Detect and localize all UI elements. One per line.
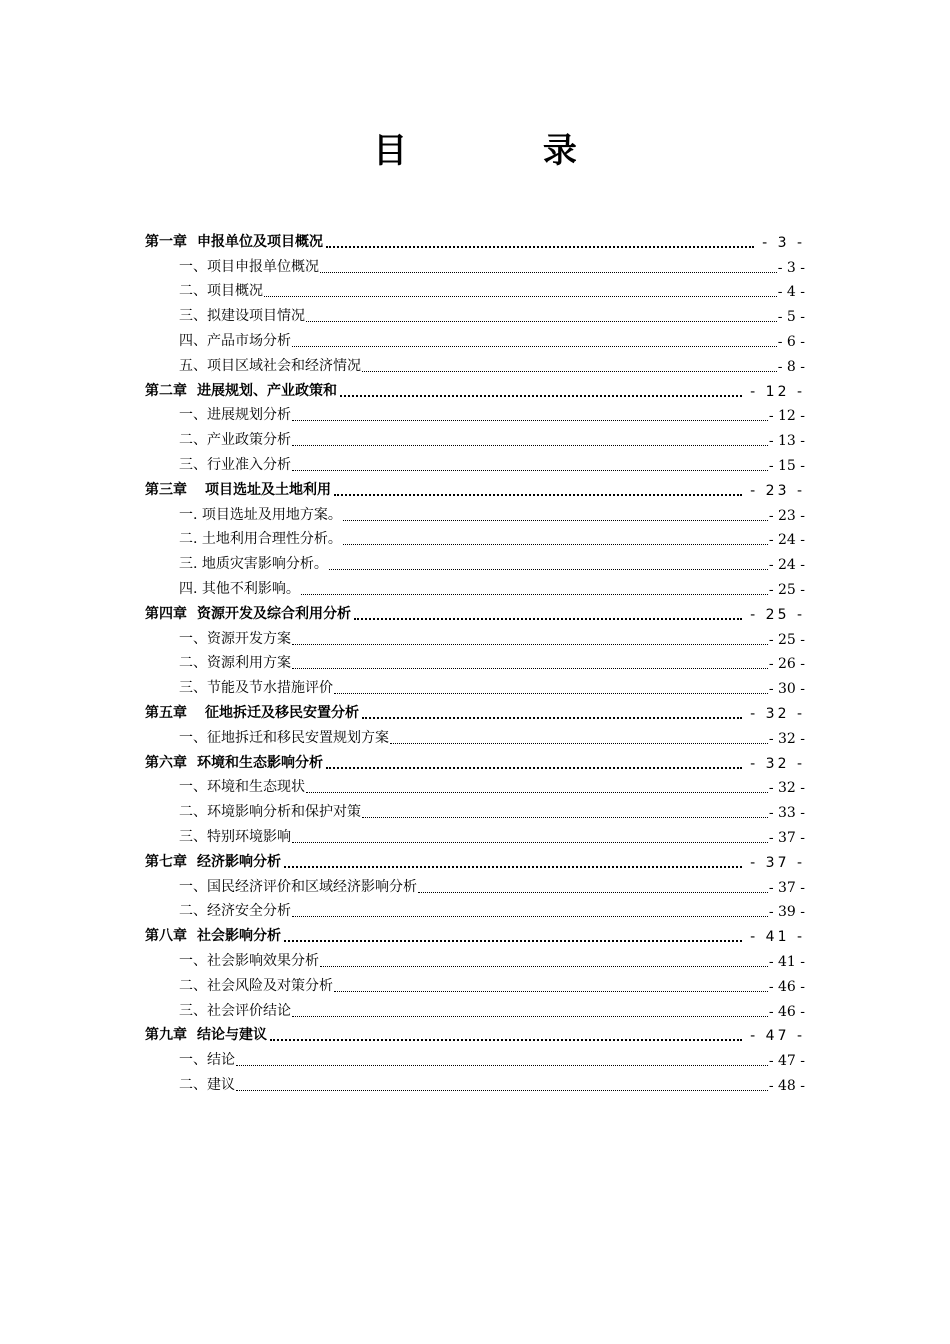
section-title: 一. 项目选址及用地方案。	[179, 506, 342, 523]
toc-entry-label	[179, 950, 319, 970]
page-number: - 25 -	[768, 581, 805, 598]
toc-entry-label	[179, 454, 291, 474]
dot-leader	[340, 395, 742, 397]
dot-leader	[326, 246, 754, 248]
chapter-title: 资源开发及综合利用分析	[197, 605, 351, 622]
dot-leader	[343, 544, 768, 545]
chapter-title: 社会影响分析	[197, 928, 281, 945]
toc-entry-label	[145, 479, 331, 499]
toc-chapter-entry[interactable]	[145, 747, 805, 772]
toc-section-entry[interactable]	[145, 499, 805, 524]
toc-entry-label	[179, 677, 333, 697]
dot-leader	[362, 371, 777, 372]
toc-entry-label	[145, 380, 337, 400]
toc-entry-label	[145, 752, 323, 772]
toc-chapter-entry[interactable]	[145, 1020, 805, 1045]
section-title: 二、项目概况	[179, 283, 263, 300]
dot-leader	[306, 321, 777, 322]
chapter-title: 结论与建议	[197, 1027, 267, 1044]
toc-entry-label	[179, 1000, 291, 1020]
toc-entry-label	[145, 925, 281, 945]
section-title: 三、社会评价结论	[179, 1002, 291, 1019]
toc-entry-label	[179, 1049, 235, 1069]
section-title: 五、项目区域社会和经济情况	[179, 357, 361, 374]
chapter-title: 项目选址及土地利用	[205, 481, 331, 498]
dot-leader	[292, 916, 768, 917]
page-number: - 37 -	[768, 879, 805, 896]
toc-section-entry[interactable]	[145, 251, 805, 276]
chapter-number: 第四章	[145, 605, 187, 622]
section-title: 二、经济安全分析	[179, 903, 291, 920]
chapter-title: 环境和生态影响分析	[197, 754, 323, 771]
chapter-number: 第二章	[145, 382, 187, 399]
chapter-title: 申报单位及项目概况	[197, 233, 323, 250]
section-title: 三. 地质灾害影响分析。	[179, 556, 328, 573]
page-title: 目 录	[373, 131, 639, 171]
page-number: - 32 -	[750, 755, 805, 772]
toc-section-entry[interactable]	[145, 995, 805, 1020]
toc-entry-label	[179, 504, 342, 524]
dot-leader	[236, 1090, 768, 1091]
dot-leader	[390, 743, 768, 744]
toc-entry-label	[145, 851, 281, 871]
dot-leader	[292, 445, 768, 446]
section-title: 二. 土地利用合理性分析。	[179, 531, 342, 548]
dot-leader	[264, 296, 777, 297]
section-title: 三、行业准入分析	[179, 456, 291, 473]
section-title: 一、环境和生态现状	[179, 779, 305, 796]
dot-leader	[292, 420, 768, 421]
toc-entry-label	[179, 280, 263, 300]
toc-entry-label	[179, 801, 361, 821]
toc-section-entry[interactable]	[145, 524, 805, 549]
toc-section-entry[interactable]	[145, 871, 805, 896]
toc-entry-label	[179, 256, 319, 276]
page-number: - 32 -	[750, 705, 805, 722]
dot-leader	[343, 520, 768, 521]
toc-section-entry[interactable]	[145, 623, 805, 648]
chapter-title: 经济影响分析	[197, 853, 281, 870]
section-title: 二、社会风险及对策分析	[179, 977, 333, 994]
toc-section-entry[interactable]	[145, 325, 805, 350]
toc-section-entry[interactable]	[145, 672, 805, 697]
page-number: - 5 -	[777, 309, 805, 326]
page-number: - 41 -	[750, 929, 805, 946]
dot-leader	[292, 668, 768, 669]
toc-entry-label	[179, 876, 417, 896]
toc-entry-label	[179, 578, 300, 598]
toc-section-entry[interactable]	[145, 722, 805, 747]
page-number: - 30 -	[768, 681, 805, 698]
page-number: - 47 -	[750, 1028, 805, 1045]
page-number: - 41 -	[768, 953, 805, 970]
toc-entry-label	[179, 330, 291, 350]
page-number: - 23 -	[768, 507, 805, 524]
toc-entry-label	[179, 975, 333, 995]
toc-section-entry[interactable]	[145, 548, 805, 573]
section-title: 三、节能及节水措施评价	[179, 680, 333, 697]
toc-section-entry[interactable]	[145, 970, 805, 995]
toc-chapter-entry[interactable]	[145, 846, 805, 871]
section-title: 三、拟建设项目情况	[179, 308, 305, 325]
table-of-contents	[145, 226, 805, 1094]
dot-leader	[292, 842, 768, 843]
toc-entry-label	[179, 355, 361, 375]
dot-leader	[292, 470, 768, 471]
toc-section-entry[interactable]	[145, 648, 805, 673]
toc-entry-label	[179, 528, 342, 548]
chapter-number: 第六章	[145, 754, 187, 771]
toc-entry-label	[145, 1024, 267, 1044]
dot-leader	[301, 594, 768, 595]
dot-leader	[326, 767, 742, 769]
toc-section-entry[interactable]	[145, 1044, 805, 1069]
toc-chapter-entry[interactable]	[145, 697, 805, 722]
toc-section-entry[interactable]	[145, 772, 805, 797]
dot-leader	[292, 1016, 768, 1017]
toc-chapter-entry[interactable]	[145, 920, 805, 945]
chapter-number: 第一章	[145, 233, 187, 250]
chapter-title: 进展规划、产业政策和	[197, 382, 337, 399]
chapter-number: 第三章	[145, 481, 187, 498]
page-number: - 4 -	[777, 284, 805, 301]
toc-section-entry[interactable]	[145, 573, 805, 598]
section-title: 一、征地拆迁和移民安置规划方案	[179, 729, 389, 746]
section-title: 一、结论	[179, 1052, 235, 1069]
page-number: - 37 -	[768, 829, 805, 846]
dot-leader	[362, 817, 768, 818]
dot-leader	[284, 866, 742, 868]
toc-chapter-entry[interactable]	[145, 474, 805, 499]
toc-chapter-entry[interactable]	[145, 226, 805, 251]
section-title: 二、产业政策分析	[179, 432, 291, 449]
page-number: - 32 -	[768, 780, 805, 797]
dot-leader	[292, 644, 768, 645]
dot-leader	[334, 693, 768, 694]
page-number: - 3 -	[777, 259, 805, 276]
dot-leader	[334, 991, 768, 992]
toc-entry-label	[179, 404, 291, 424]
toc-section-entry[interactable]	[145, 424, 805, 449]
section-title: 一、进展规划分析	[179, 407, 291, 424]
chapter-title: 征地拆迁及移民安置分析	[205, 704, 359, 721]
page-number: - 47 -	[768, 1053, 805, 1070]
chapter-number: 第九章	[145, 1027, 187, 1044]
page-number: - 25 -	[750, 606, 805, 623]
dot-leader	[236, 1065, 768, 1066]
toc-section-entry[interactable]	[145, 796, 805, 821]
section-title: 一、社会影响效果分析	[179, 952, 319, 969]
dot-leader	[320, 272, 777, 273]
page-number: - 48 -	[768, 1077, 805, 1094]
toc-section-entry[interactable]	[145, 1069, 805, 1094]
section-title: 二、建议	[179, 1076, 235, 1093]
page-number: - 39 -	[768, 904, 805, 921]
page-number: - 37 -	[750, 854, 805, 871]
page-number: - 6 -	[777, 333, 805, 350]
dot-leader	[329, 569, 768, 570]
dot-leader	[270, 1039, 742, 1041]
chapter-number: 第八章	[145, 928, 187, 945]
toc-section-entry[interactable]	[145, 449, 805, 474]
section-title: 一、项目申报单位概况	[179, 258, 319, 275]
toc-section-entry[interactable]	[145, 945, 805, 970]
section-title: 二、资源利用方案	[179, 655, 291, 672]
toc-entry-label	[179, 553, 328, 573]
dot-leader	[306, 792, 768, 793]
dot-leader	[354, 618, 742, 620]
page-number: - 25 -	[768, 631, 805, 648]
toc-section-entry[interactable]	[145, 821, 805, 846]
section-title: 四. 其他不利影响。	[179, 580, 300, 597]
toc-section-entry[interactable]	[145, 350, 805, 375]
toc-section-entry[interactable]	[145, 276, 805, 301]
dot-leader	[292, 346, 777, 347]
toc-entry-label	[179, 727, 389, 747]
page-number: - 46 -	[768, 978, 805, 995]
page-number: - 3 -	[762, 234, 805, 251]
page-number: - 46 -	[768, 1003, 805, 1020]
toc-chapter-entry[interactable]	[145, 375, 805, 400]
section-title: 三、特别环境影响	[179, 828, 291, 845]
dot-leader	[418, 892, 768, 893]
toc-entry-label	[179, 776, 305, 796]
toc-entry-label	[179, 1074, 235, 1094]
page-number: - 13 -	[768, 433, 805, 450]
toc-entry-label	[145, 603, 351, 623]
toc-entry-label	[179, 826, 291, 846]
toc-entry-label	[179, 305, 305, 325]
chapter-number: 第五章	[145, 704, 187, 721]
toc-section-entry[interactable]	[145, 896, 805, 921]
dot-leader	[284, 940, 742, 942]
page-number: - 32 -	[768, 730, 805, 747]
dot-leader	[334, 494, 742, 496]
toc-entry-label	[179, 652, 291, 672]
toc-entry-label	[145, 702, 359, 722]
dot-leader	[362, 717, 742, 719]
section-title: 一、资源开发方案	[179, 630, 291, 647]
page-number: - 33 -	[768, 805, 805, 822]
section-title: 一、国民经济评价和区域经济影响分析	[179, 878, 417, 895]
page-number: - 23 -	[750, 482, 805, 499]
page-number: - 15 -	[768, 457, 805, 474]
toc-section-entry[interactable]	[145, 300, 805, 325]
toc-entry-label	[179, 628, 291, 648]
page-number: - 24 -	[768, 557, 805, 574]
section-title: 四、产品市场分析	[179, 332, 291, 349]
page-number: - 12 -	[768, 408, 805, 425]
dot-leader	[320, 966, 768, 967]
page-number: - 26 -	[768, 656, 805, 673]
page-number: - 8 -	[777, 358, 805, 375]
chapter-number: 第七章	[145, 853, 187, 870]
toc-section-entry[interactable]	[145, 400, 805, 425]
toc-entry-label	[179, 900, 291, 920]
toc-entry-label	[145, 231, 323, 251]
toc-entry-label	[179, 429, 291, 449]
page-number: - 24 -	[768, 532, 805, 549]
page-number: - 12 -	[750, 383, 805, 400]
section-title: 二、环境影响分析和保护对策	[179, 804, 361, 821]
toc-chapter-entry[interactable]	[145, 598, 805, 623]
